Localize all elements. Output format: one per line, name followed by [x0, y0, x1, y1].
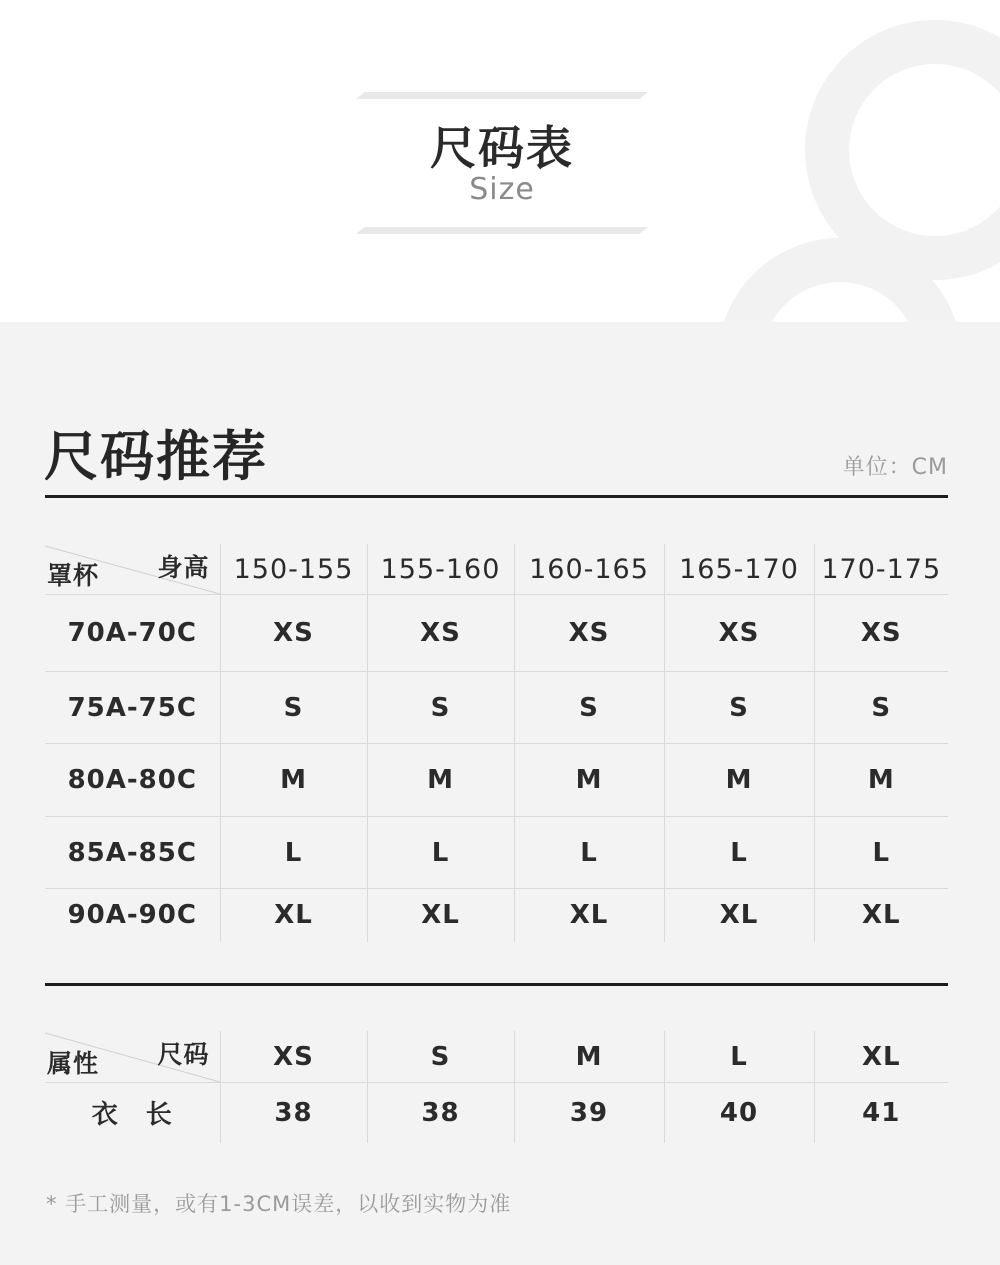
corner-cell [45, 1031, 220, 1083]
header-area [0, 0, 1000, 322]
size-header: M [514, 1031, 664, 1083]
height-header: 170-175 [814, 544, 948, 595]
section-divider-top [45, 495, 948, 498]
table-row [45, 672, 948, 744]
title-bar-bottom [356, 227, 648, 234]
corner-size-label: 尺码 [157, 1040, 210, 1069]
size-header: L [664, 1031, 814, 1083]
table-row [45, 595, 948, 672]
size-cell: XS [220, 595, 367, 672]
table-row [45, 817, 948, 889]
measure-cell: 39 [514, 1083, 664, 1143]
measure-cell: 38 [367, 1083, 514, 1143]
size-cell: XL [664, 889, 814, 942]
cup-label: 80A-80C [45, 744, 220, 817]
size-cell: S [664, 672, 814, 744]
size-cell: XS [514, 595, 664, 672]
measurement-note: * 手工测量，或有1-3CM误差，以收到实物为准 [46, 1192, 512, 1216]
measure-cell: 38 [220, 1083, 367, 1143]
table-row [45, 889, 948, 942]
height-header: 160-165 [514, 544, 664, 595]
section-title: 尺码推荐 [44, 425, 268, 488]
size-header: XS [220, 1031, 367, 1083]
table-row [45, 1083, 948, 1143]
height-header: 155-160 [367, 544, 514, 595]
table-header-row [45, 1031, 948, 1083]
measure-cell: 41 [862, 1097, 901, 1128]
size-header: S [367, 1031, 514, 1083]
size-cell: XS [664, 595, 814, 672]
size-cell: XL [861, 900, 901, 931]
size-cell: XS [814, 595, 948, 672]
size-cell: L [514, 817, 664, 889]
size-header: XL [814, 1031, 948, 1083]
size-cell: M [514, 744, 664, 817]
title-bar-top [356, 92, 648, 99]
size-cell: S [220, 672, 367, 744]
table-header-row [45, 544, 948, 595]
size-cell: L [367, 817, 514, 889]
page-subtitle: Size [469, 172, 535, 207]
height-header: 150-155 [220, 544, 367, 595]
cup-label: 90A-90C [45, 889, 220, 942]
size-cell: L [814, 817, 948, 889]
size-cell: XL [514, 889, 664, 942]
size-cell: L [220, 817, 367, 889]
table-row [45, 744, 948, 817]
measure-cell: 40 [664, 1083, 814, 1143]
page-title: 尺码表 [430, 121, 574, 175]
size-cell: M [814, 744, 948, 817]
size-cell: M [664, 744, 814, 817]
size-cell: M [220, 744, 367, 817]
size-cell: S [814, 672, 948, 744]
corner-height-label: 身高 [157, 553, 210, 582]
size-cell: XS [367, 595, 514, 672]
cup-label: 70A-70C [45, 595, 220, 672]
content-area [0, 322, 1000, 1265]
cup-label: 75A-75C [45, 672, 220, 744]
size-recommend-table [45, 544, 948, 942]
corner-cell [45, 544, 220, 595]
cup-label: 85A-85C [45, 817, 220, 889]
size-cell: S [367, 672, 514, 744]
size-cell: XL [367, 889, 514, 942]
corner-attribute-label: 属性 [47, 1049, 100, 1078]
size-cell: XL [220, 889, 367, 942]
corner-cup-label: 罩杯 [47, 561, 100, 590]
attribute-label-length: 衣 长 [45, 1083, 220, 1143]
height-header: 165-170 [664, 544, 814, 595]
unit-label: 单位：CM [842, 455, 948, 480]
size-attribute-table [45, 1031, 948, 1143]
size-cell: S [514, 672, 664, 744]
size-cell: L [664, 817, 814, 889]
title-card [356, 92, 648, 234]
section-divider-middle [45, 983, 948, 986]
size-cell: M [367, 744, 514, 817]
